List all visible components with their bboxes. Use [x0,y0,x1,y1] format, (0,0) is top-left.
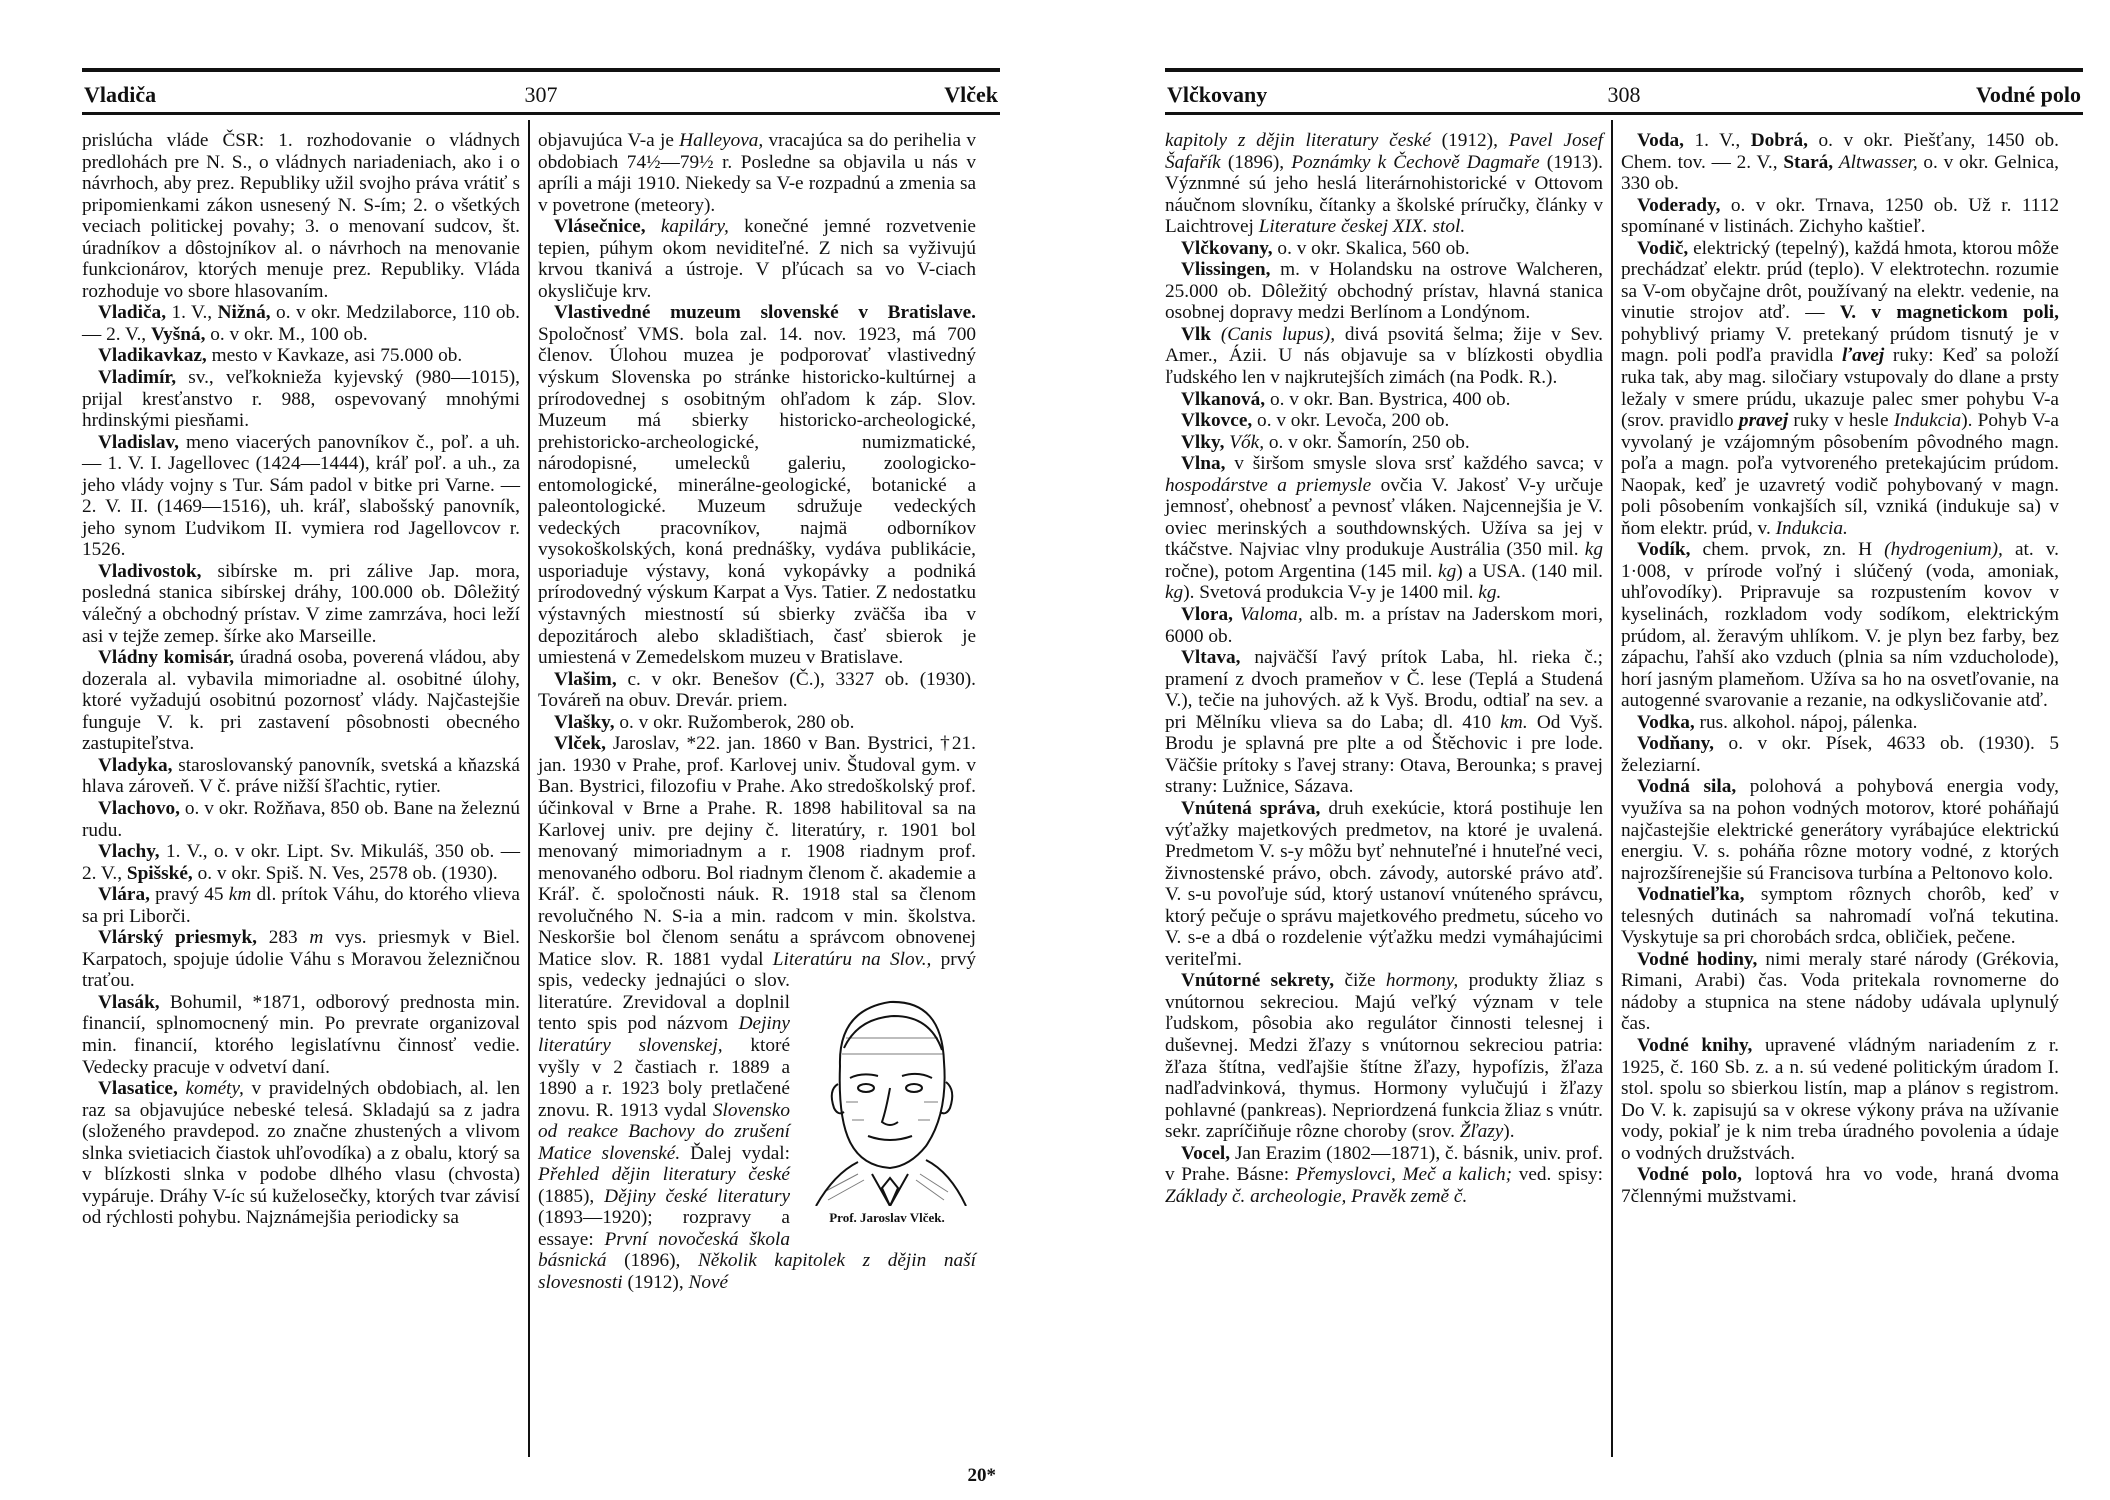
entry: Vlček, Jaroslav, *22. jan. 1860 v Ban. Bystrici, †21. jan. 1930 v Prahe, prof. Karlovej univ. Študoval gym. v Ban. Bystrici, filozofiu v Prahe. Ako stredoškolský prof. účinkoval v Brne a Prahe. R. 1898 habilitoval sa na Karlovej univ. pre dejiny č. literatúry, r. 1901 bol menovaný mimoriadnym a r. 1908 riadnym prof. menovaného odboru. Bol riadnym členom č. akademie a Kráľ. č. spoločnosti náuk. R. 1918 stal sa členom revolučného N. S-ia a min. radcom v min. školstva. Neskoršie bol členom senátu a správcom obnovenej Matice slov. R. 1881 vydal Literatúru na Slov., prvý Prof. Jaroslav Vlček. spis, vedecky jednajúci o slov. literatúre. Zrevidoval a doplnil tento spis pod názvom Dejiny literatúry slovenskej, ktoré vyšly v 2 častiach r. 1889 a 1890 a r. 1923 boly pretlačené znovu. R. 1913 vydal Slovensko od reakce Bachovy do zrušení Matice slovenské. Ďalej vydal: Přehled dějin literatury české (1885), Dějiny české literatury (1893—1920); rozpravy a essaye: První novočeská škola básnická (1896), Několik kapitolek z dějin naší slovesnosti (1912), Nové [538,733,976,1293]
signature-mark: 20* [967,1465,996,1486]
entry: Vlašim, c. v okr. Benešov (Č.), 3327 ob. (1930). Továreň na obuv. Drevár. priem. [538,668,976,712]
running-head-right: Vlček [944,82,998,107]
entry: Vocel, Jan Erazim (1802—1871), č. básnik, univ. prof. v Prahe. Básne: Přemyslovci, Meč a kalich; ved. spisy: Základy č. archeologie, Pravěk země č. [1165,1142,1603,1207]
entry: Vnútorné sekrety, čiže hormony, produkty žliaz s vnútornou sekreciou. Majú veľký význam v tele ľudskom, pôsobia ako regulátor činnosti telesnej i duševnej. Medzi žľazy s vnútornou sekreciou patria: žľaza štítna, vedľajšie štítne žľazy, hypofízis, žľaza nadľadvinková, thymus. Hormony vylučujú i žľazy pohlavné (pankreas). Nepriordzená funkcia žliaz s vnútr. sekr. zapríčiňuje rôzne choroby (srov. Žľazy). [1165,970,1603,1143]
entry-continuation: prislúcha vláde ČSR: 1. rozhodovanie o vládnych predlohách pre N. S., o vládnych nariadeniach, ako i o návrhoch, aby prez. Republiky užil svojho práva vrátiť s pripomienkami zákon usnesený N. S-ím; 2. o všetkých veciach politickej povahy; 3. o menovaní sudcov, št. úradníkov a dôstojníkov al. o návrhoch na menovanie funkcionárov, ktorých menuje prez. Republiky. Vláda rozhoduje vo sbore hlasovaním. [82,130,520,302]
entry: Vodka, rus. alkohol. nápoj, pálenka. [1637,711,1918,733]
entry: Vlora, Valoma, alb. m. a prístav na Jaderskom mori, 6000 ob. [1165,604,1603,647]
entry: Voda, 1. V., Dobrá, o. v okr. Piešťany, 1450 ob. Chem. tov. — 2. V., Stará, Altwasser, o. v okr. Gelnica, 330 ob. [1621,130,2060,195]
running-head [82,82,1000,108]
entry: Vnútená správa, druh exekúcie, ktorá postihuje len výťažky majetkových predmetov, na ktoré je uvalená. Predmetom V. s-y môžu byť nehnuteľné i hnuteľné veci, živnostenské právo, obch. závody, autorské právo atď. V. s-u povoľuje súd, ktorý ustanoví vnútenéhο správcu, ktorý pečuje o správu majetkového predmetu, súceho vo V. s-e a dbá o rozdelenie výťažku medzi vymáhajúcimi veriteľmi. [1165,797,1603,970]
entry: Vlasák, Bohumil, *1871, odborový prednosta min. financií, splnomocnený min. Po prevrate organizoval min. financií, ktorého legislatívnu činnosť vedie. Vedecky pracuje v odvetví daní. [82,991,520,1078]
entry: Vlásečnice, kapiláry, konečné jemné rozvetvenie tepien, púhym okom neviditeľné. Z nich sa vyživujú krvou tkanivá a ústroje. V pľúcach sa vo V-ciach okysličuje krv. [538,216,976,302]
entry: Vlašky, o. v okr. Ružomberok, 280 ob. [554,711,855,733]
running-head-left: Vlčkovany [1167,82,1268,107]
right-column [1621,130,2059,1207]
entry-continuation: objavujúca V-a je Halleyova, vracajúca sa do perihelia v obdobiach 74½—79½ r. Posledne sa objavila u nás v apríli a máji 1910. Niekedy sa V-e rozpadnú a zmenia sa v povetrone (meteory). [538,130,976,216]
entry: Vodné polo, loptová hra vo vode, hraná dvoma 7člennými mužstvami. [1621,1164,2059,1207]
page-number: 307 [524,82,558,107]
entry: Vodné hodiny, nimi meraly staré národy (Grékovia, Rimani, Arabi) čas. Voda pritekala rovnomerne do nádoby a stupnica na stene nádoby udávala uplynulý čas. [1621,948,2060,1035]
entry: Vlára, pravý 45 km dl. prítok Váhu, do ktorého vlieva sa pri Liborči. [82,884,520,927]
entry: Vlastivedné muzeum slovenské v Bratislave. Spoločnosť VMS. bola zal. 14. nov. 1923, má 700 členov. Úlohou muzea je podporovať vlastivedný výskum Slovenska po stránke historicko-kultúrnej a prírodovednej s osobitným ohľadom k záp. Slov. Muzeum má sbierky historicko-archeologické, prehistoricko-archeologické, numizmatické, národopisné, umelecků galeriu, zoologicko-entomologické, minerálne-geologické, botanické a paleontologické. Muzeum sdružuje vedeckých vedeckých pracovníkov, najmä odborníkov vysokoškolských, koná prednášky, vydáva publikácie, usporiaduje výstavy, koná vykopávky a podniká prírodovedný výskum Karpat a Vys. Tatier. Z nedostatku výstavných miestností sú sbierky zväčša iba v depozitároch alebo skladištiach, časť sbierok je umiestená v Zemedelskom muzeu v Bratislave. [538,302,976,669]
entry: Vodnatieľka, symptom rôznych chorôb, keď v telesných dutinách sa nahromadí voľná tekutina. Vyskytuje sa pri chorobách srdca, obličiek, pečene. [1621,884,2059,949]
running-head-right: Vodné polo [1976,82,2081,107]
entry: Voderady, o. v okr. Trnava, 1250 ob. Už r. 1112 spomínané v listinách. Zichyho kaštieľ. [1621,194,2059,238]
entry: Vladimír, sv., veľkoknieža kyjevský (980—1015), prijal kresťanstvo r. 988, ospevovaný mnohými hrdinskými piesňami. [82,367,520,432]
entry: Vodík, chem. prvok, zn. H (hydrogenium), at. v. 1·008, v prírode voľný i slúčený (voda, amoniak, uhľovodíky). Pripravuje sa rozpustením kovov v kyselinách, rozkladom vody sodíkom, elektrickým prúdom, al. žeravým uhlíkom. V. je plyn bez farby, bez zápachu, ľahší ako vzduch (plnia sa ním vzducholode), horí jasným plameňom. Užíva sa ho na osvetľovanie, na autogenné svarovanie a rezanie, na odkysličovanie atď. [1621,539,2059,712]
header-rule-bottom [82,112,1000,115]
entry: Vlky, Vők, o. v okr. Šamorín, 250 ob. [1181,431,1470,453]
entry: Vlachy, 1. V., o. v okr. Lipt. Sv. Mikuláš, 350 ob. — 2. V., Spišské, o. v okr. Spiš. N. Ves, 2578 ob. (1930). [82,841,520,884]
entry: Vodňany, o. v okr. Písek, 4633 ob. (1930). 5 železiarní. [1621,733,2059,776]
running-head-left: Vladiča [84,82,157,107]
header-rule-top [82,68,1000,72]
entry: Vladikavkaz, mesto v Kavkaze, asi 75.000 ob. [98,345,463,367]
entry: Vlissingen, m. v Holandsku na ostrove Walcheren, 25.000 ob. Dôležitý obchodný prístav, hlavná stanica osobnej dopravy medzi Berlínom a Londýnom. [1165,259,1603,324]
portrait-image [798,978,976,1206]
header-rule-bottom [1165,112,2083,115]
right-column [538,130,976,1294]
portrait-figure [798,978,976,1234]
entry: Vlárský priesmyk, 283 m vys. priesmyk v Biel. Karpatoch, spojuje údolie Váhu s Moravou železničnou traťou. [82,927,520,992]
left-column [82,130,520,1229]
entry: Vlčkovany, o. v okr. Skalica, 560 ob. [1181,237,1470,259]
column-divider [1611,120,1613,1457]
left-page [82,62,1000,1487]
entry: Vladyka, staroslovanský panovník, svetská a kňazská hlava zároveň. V č. práve nižší šľachtic, rytier. [82,754,520,798]
entry: Vltava, najväčší ľavý prítok Laba, hl. rieka č.; pramení z dvoch prameňov v Č. lese (Teplá a Studená V.), tečie na juhových. až k Vyš. Brodu, odtiaľ na sev. a pri Mělníku vlieva sa do Laba; dl. 410 km. Od Vyš. Brodu je splavná pre plte a od Štěchovic i pre lode. Väčšie prítoky s ľavej strany: Otava, Berounka; s pravej strany: Lužnice, Sázava. [1165,647,1603,798]
entry: Vládny komisár, úradná osoba, poverená vládou, aby dozerala al. vybavila mimoriadne al. osobitné úlohy, ktoré vyžadujú osobitnú pozornosť vlády. Najčastejšie funguje V. k. pri zastavení pôsobnosti obecného zastupiteľstva. [82,647,520,755]
entry-continuation: kapitoly z dějin literatury české (1912), Pavel Josef Šafařík (1896), Poznámky k Čechově Dagmaře (1913). Význmné sú jeho heslá literárnohistorické v Ottovom náučnom slovníku, čítanky a školské príručky, články v Laichtrovej Literature českej XIX. stol. [1165,130,1604,238]
entry: Vodné knihy, upravené vládným nariadením z r. 1925, č. 160 Sb. z. a n. sú vedené politickým úradom I. stol. spolu so sbierkou listín, map a plánov s registrom. Do V. k. zapisujú sa v okrese výkony práva na užívanie vody, pokiaľ je k nim treba úradného povolenia a údaje o vodných družstvách. [1621,1034,2059,1164]
header-rule-top [1165,68,2083,72]
entry: Vladivostok, sibírske m. pri zálive Jap. mora, posledná stanica sibírskej dráhy, 100.000 ob. Dôležitý válečný a obchodný prístav. V zime zamrzáva, hoci leží asi v tejže zemep. šírke ako Marseille. [82,560,520,647]
page-number: 308 [1607,82,1641,107]
entry: Vlk (Canis lupus), divá psovitá šelma; žije v Sev. Amer., Ázii. U nás objavuje sa v blízkosti obydlia ľudského len v najkrutejších zimách (na Podk. R.). [1165,323,1603,389]
entry: Vlna, v širšom smysle slova srsť každého savca; v hospodárstve a priemysle ovčia V. Jakosť V-y určuje jemnosť, ohebnosť a pevnosť vláken. Najcennejšia je V. oviec merinských a southdownských. Užíva sa jej v tkáčstve. Najviac vlny produkuje Austrália (350 mil. kg ročne), potom Argentina (145 mil. kg) a USA. (140 mil. kg). Svetová produkcia V-y je 1400 mil. kg. [1165,453,1604,604]
column-divider [528,120,530,1457]
entry: Vodič, elektrický (tepelný), každá hmota, ktorou môže prechádzať elektr. prúd (teplo). V elektrotechn. rozumie sa V-om obyčajne drôt, používaný na elektr. vedenie, na vinutie strojov atď. — V. v magnetickom poli, pohyblivý priamy V. pretekaný prúdom tisnutý je v magn. poli podľa pravidla ľavej ruky: Keď sa položí ruka tak, aby mag. siločiary vstupovaly do dlane a prsty ležaly v smere prúdu, ukazuje palec smer pohybu V-a (srov. pravidlo pravej ruky v hesle Indukcia). Pohyb V-a vyvolaný je vzájomným pôsobením pôvodného magn. poľa a magn. poľa vytvoreného pretekajúcim prúdom. Naopak, keď je uzavretý vodič pohybovaný v magn. poli pôsobením vonkajších síl, vzniká (indukuje sa) v ňom elektr. prúd, v. Indukcia. [1621,237,2059,539]
right-page [1165,62,2083,1487]
running-head [1165,82,2083,108]
entry: Vladiča, 1. V., Nižná, o. v okr. Medzilaborce, 110 ob. — 2. V., Vyšná, o. v okr. M., 100 ob. [82,302,520,345]
entry: Vladislav, meno viacerých panovníkov č., poľ. a uh. — 1. V. I. Jagellovec (1424—1444), kráľ poľ. a uh., za jeho vlády vojny s Tur. Sám padol v bitke pri Varne. — 2. V. II. (1469—1516), uh. kráľ, slabošský panovník, jeho synom Ľudvikom II. vymiera rod Jagellovcov r. 1526. [82,431,520,561]
left-column [1165,130,1603,1207]
portrait-caption: Prof. Jaroslav Vlček. [829,1210,945,1226]
entry: Vlkovce, o. v okr. Levoča, 200 ob. [1181,410,1450,432]
entry: Vlasatice, kométy, v pravidelných obdobiach, al. len raz sa objavujúce nebeské telesá. Skladajú sa z jadra (složeného pravdepod. zo značne zhustených a vlivom slnka svietiacich čiastok uhľovodíka) a z obalu, ktorý sa v blízkosti slnka v podobe dlhého vlasu (chvosta) vypáruje. Dráhy V-íc sú kuželosečky, ktorých tvar závisí od rýchlosti pohybu. Najznámejšia periodicky sa [82,1078,520,1229]
entry: Vodná sila, polohová a pohybová energia vody, využíva sa na pohon vodných motorov, ktoré poháňajú najčastejšie elektrické generátory vyrábajúce elektrickú energiu. V. s. poháňa rôzne motory vodné, z ktorých najrozšírenejšie sú Francisova turbína a Peltonovo kolo. [1621,776,2059,884]
entry: Vlachovo, o. v okr. Rožňava, 850 ob. Bane na železnú rudu. [82,797,520,841]
entry: Vlkanová, o. v okr. Ban. Bystrica, 400 ob. [1181,388,1511,410]
